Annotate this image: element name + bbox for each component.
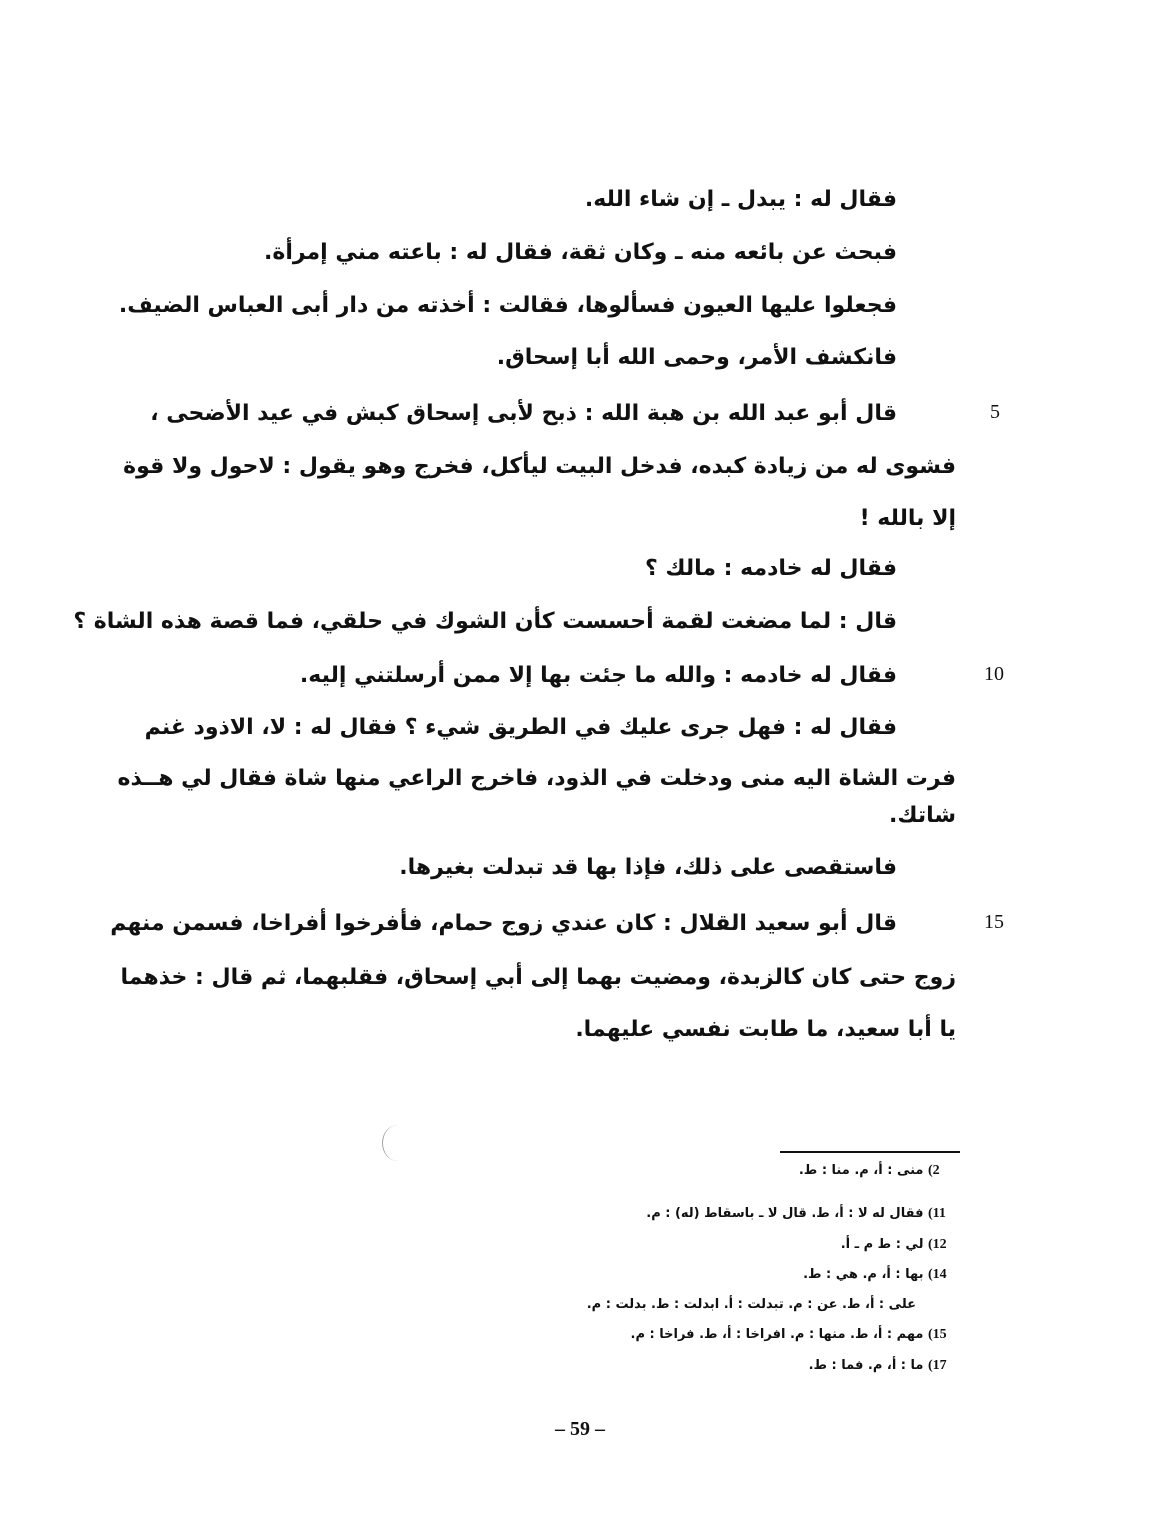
line-number-10: 10 — [984, 663, 1004, 685]
body-line-10: فقال له خادمه : والله ما جئت بها إلا ممن أرسلتني إليه. — [299, 663, 897, 688]
body-line-11: فقال له : فهل جرى عليك في الطريق شيء ؟ فقال له : لا، الاذود غنم — [144, 715, 897, 740]
footnote-14 — [803, 1266, 956, 1284]
footnote-12 — [841, 1236, 956, 1254]
line-number-15: 15 — [984, 911, 1004, 933]
footnote-number: 17) — [928, 1358, 947, 1373]
body-line-12: فرت الشاة اليه منى ودخلت في الذود، فاخرج الراعي منها شاة فقال لي هــذه — [117, 766, 956, 791]
footnote-text: ما : أ، م. فما : ط. — [808, 1358, 924, 1373]
body-line-1: فقال له : يبدل ـ إن شاء الله. — [584, 187, 897, 212]
body-line-2: فبحث عن بائعه منه ـ وكان ثقة، فقال له : باعته مني إمرأة. — [263, 240, 897, 265]
line-number-5: 5 — [990, 401, 1000, 423]
body-line-7: إلا بالله ! — [859, 506, 956, 531]
body-line-5: قال أبو عبد الله بن هبة الله : ذبح لأبى إسحاق كبش في عيد الأضحى ، — [150, 401, 897, 426]
footnote-number: 12) — [928, 1237, 947, 1252]
footnote-text: منى : أ، م. منا : ط. — [798, 1163, 924, 1178]
footnote-text: لي : ط م ـ أ. — [840, 1237, 924, 1252]
body-line-13: شاتك. — [889, 803, 956, 828]
body-line-6: فشوى له من زيادة كبده، فدخل البيت ليأكل، فخرج وهو يقول : لاحول ولا قوة — [123, 454, 956, 479]
footnote-11 — [646, 1205, 956, 1223]
footnote-text: على : أ، ط. عن : م. تبدلت : أ. ابدلت : ط. بدلت : م. — [586, 1297, 916, 1312]
body-line-3: فجعلوا عليها العيون فسألوها، فقالت : أخذته من دار أبى العباس الضيف. — [118, 293, 897, 318]
body-line-8: فقال له خادمه : مالك ؟ — [644, 556, 897, 581]
footnote-number: 11) — [928, 1206, 946, 1221]
body-line-9: قال : لما مضغت لقمة أحسست كأن الشوك في حلقي، فما قصة هذه الشاة ؟ — [73, 609, 897, 634]
footnote-14-cont — [587, 1296, 916, 1314]
footnote-text: مهم : أ، ط. منها : م. افراخا : أ، ط. فراخا : م. — [630, 1327, 924, 1342]
footnote-number: 2) — [928, 1163, 940, 1178]
page-number: – 59 – — [555, 1418, 605, 1440]
footnote-number: 15) — [928, 1327, 947, 1342]
footnote-text: بها : أ، م. هي : ط. — [803, 1267, 924, 1282]
footnote-number: 14) — [928, 1267, 947, 1282]
footnote-2 — [799, 1162, 956, 1180]
footnote-17 — [809, 1357, 956, 1375]
body-line-15: قال أبو سعيد القلال : كان عندي زوج حمام، فأفرخوا أفراخا، فسمن منهم — [110, 911, 897, 936]
body-line-14: فاستقصى على ذلك، فإذا بها قد تبدلت بغيرها. — [399, 855, 897, 880]
body-line-4: فانكشف الأمر، وحمى الله أبا إسحاق. — [496, 345, 897, 370]
scan-artifact — [382, 1125, 413, 1161]
body-line-16: زوج حتى كان كالزبدة، ومضيت بهما إلى أبي إسحاق، فقلبهما، ثم قال : خذهما — [120, 965, 956, 990]
body-line-17: يا أبا سعيد، ما طابت نفسي عليهما. — [575, 1017, 956, 1042]
footnote-15 — [631, 1326, 956, 1344]
footnote-text: فقال له لا : أ، ط. قال لا ـ باسقاط (له) : م. — [646, 1206, 924, 1221]
footnote-rule — [780, 1151, 960, 1153]
